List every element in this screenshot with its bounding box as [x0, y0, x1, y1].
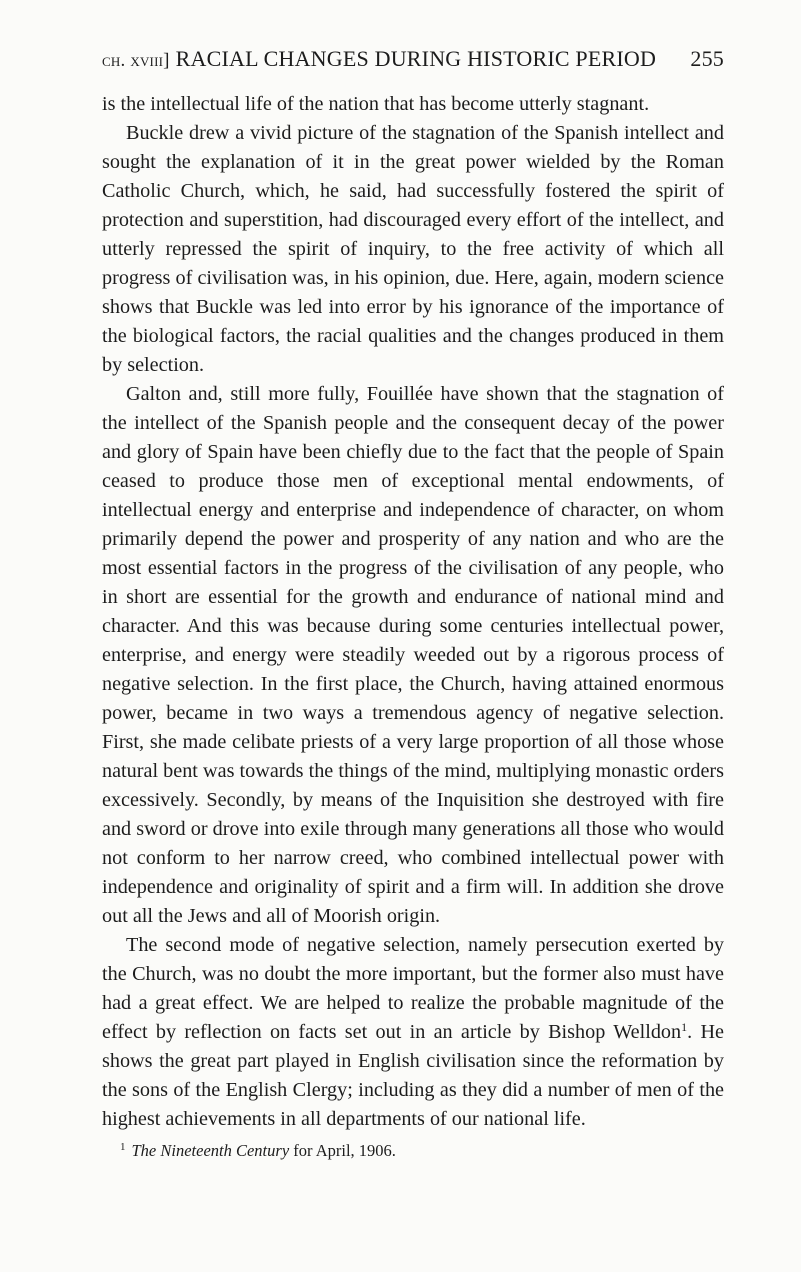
footnote: [102, 1136, 724, 1162]
chapter-number: ch. xviii]: [102, 50, 170, 71]
running-head: [102, 46, 724, 76]
body-text: [102, 90, 724, 1134]
page-number: 255: [690, 46, 724, 71]
paragraph-4-text: The second mode of negative selection, namely persecution exerted by the Church, was no doubt the more important, but the former also must have had a great effect. We are helped to realize the probable magnitude of the effect by reflection on facts set out in an article by Bishop Welldon: [102, 934, 724, 1043]
paragraph-4-continuation: He shows the great part played in English civilisation since the reformation by the sons of the English Clergy; including as they did a number of men of the highest achievements in all departments of our national life.: [102, 1021, 725, 1130]
footnote-text: for April, 1906.: [293, 1141, 396, 1160]
footnote-publication-title: The Nineteenth Century: [131, 1141, 290, 1160]
footnote-marker: 1: [120, 1141, 126, 1153]
footnote-reference[interactable]: 1: [681, 1020, 688, 1034]
paragraph-3: Galton and, still more fully, Fouillée have shown that the stagnation of the intellect of the Spanish people and the consequent decay of the power and glory of Spain have been chiefly due to the fact that the people of Spain ceased to produce those men of exceptional mental endowments, of intellectual energy and enterprise and independence of character, on whom primarily depend the power and prosperity of any nation and who are the most essential factors in the progress of the civilisation of any people, who in short are essential for the growth and endurance of national mind and character. And this was because during some centuries intellectual power, enterprise, and energy were steadily weeded out by a rigorous process of negative selection. In the first place, the Church, having attained enormous power, became in two ways a tremendous agency of negative selection. First, she made celibate priests of a very large proportion of all those whose natural bent was towards the things of the mind, multiplying monastic orders excessively. Secondly, by means of the Inquisition she destroyed with fire and sword or drove into exile through many generations all those who would not conform to her narrow creed, who combined intellectual power with independence and originality of spirit and a firm will. In addition she drove out all the Jews and all of Moorish origin.: [102, 383, 724, 927]
paragraph-2: Buckle drew a vivid picture of the stagnation of the Spanish intellect and sought the explanation of it in the great power wielded by the Roman Catholic Church, which, he said, had successfully fostered the spirit of protection and superstition, had discouraged every effort of the intellect, and utterly repressed the spirit of inquiry, to the free activity of which all progress of civilisation was, in his opinion, due. Here, again, modern science shows that Buckle was led into error by his ignorance of the importance of the biological factors, the racial qualities and the changes produced in them by selection.: [102, 122, 724, 376]
chapter-title: RACIAL CHANGES DURING HISTORIC PERIOD: [175, 46, 657, 71]
paragraph-1: is the intellectual life of the nation that has become utterly stagnant.: [102, 93, 650, 115]
book-page: [102, 46, 724, 1162]
paragraph-4: The second mode of negative selection, namely persecution exerted by the Church, was no doubt the more important, but the former also must have had a great effect. We are helped to realize the probable magnitude of the effect by reflection on facts set out in an article by Bishop Welldon$^1$. He shows the great part played in English civilisation since the reformation by the sons of the English Clergy; including as they did a number of men of the highest achievements in all departments of our national life.: [102, 934, 725, 1130]
